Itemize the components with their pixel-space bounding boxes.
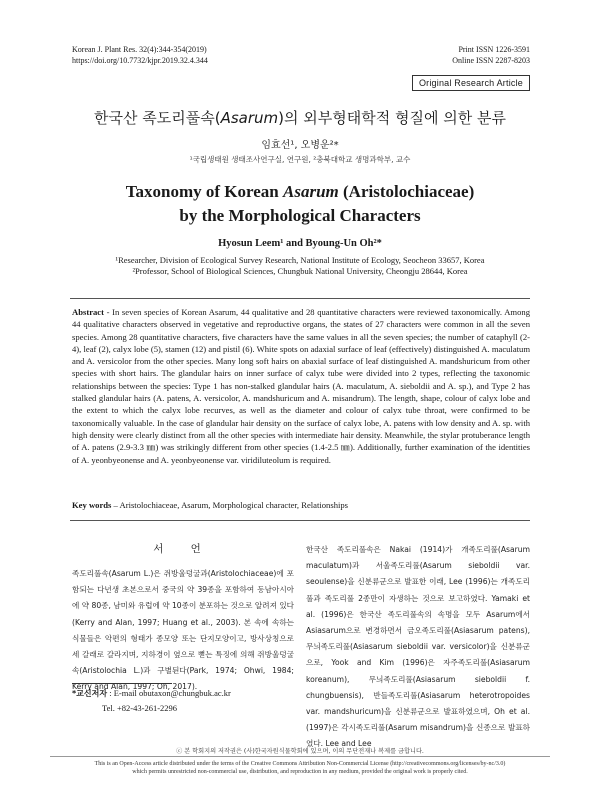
journal-citation: Korean J. Plant Res. 32(4):344-354(2019) bbox=[72, 45, 207, 54]
license-notice bbox=[50, 760, 550, 776]
korean-affiliations: ¹국립생태원 생태조사연구실, 연구원, ²충북대학교 생명과학부, 교수 bbox=[189, 155, 411, 164]
english-title bbox=[0, 180, 600, 228]
journal-header bbox=[72, 44, 208, 66]
keywords-text: – Aristolochiaceae, Asarum, Morphological character, Relationships bbox=[111, 500, 349, 510]
corresponding-email[interactable]: : E-mail obutaxon@chungbuk.ac.kr bbox=[107, 688, 231, 698]
korean-title-genus: Asarum bbox=[220, 109, 279, 127]
license-line-1: This is an Open-Access article distributed under the terms of the Creative Commons Attribution Non-Commercial License (http://creativecommons.org/licenses/by-nc/3.0) bbox=[94, 761, 506, 767]
affiliation-1: ¹Researcher, Division of Ecological Survey Research, National Institute of Ecology, Seocheon 33657, Korea bbox=[115, 255, 485, 265]
english-title-part: (Aristolochiaceae) bbox=[338, 182, 475, 201]
doi-link[interactable]: https://doi.org/10.7732/kjpr.2019.32.4.344 bbox=[72, 56, 208, 65]
abstract-text: - In seven species of Korean Asarum, 44 qualitative and 28 quantitative characters were reviewed taxonomically. Among 44 qualitative characters observed in vegetative and reproductive organs, the states of 27 characters were common in all the seven species. Among 28 quantitative characters, five characters have the same values in all the seven species; the number of cataphyll (2-4), leaf (2), calyx lobe (5), stamen (12) and pistil (6). White spots on adaxial surface of leaf (effectively) distinguished A. maculatum and A. versicolor from the other species. Many long soft hairs on abaxial surface of leaf distinguished A. mandshuricum from other species with short hairs. The glandular hairs on inner surface of calyx tube were divided into 2 types, reflecting the taxonomic relationships between the species: Type 1 has non-stalked glandular hairs (A. maculatum, A. sieboldii and A. sp.), and Type 2 has stalked glandular hairs (A. patens, A. versicolor, A. mandshuricum and A. misandrum). The length, shape, colour of calyx lobe and the extent to which the calyx lobe recurves, as well as the diameter and colour of calyx tube throat, were confirmed to be taxonomically valuable. In the case of glandular hair density on the surface of calyx lobe, A. patens with low density and A. sp. with high density were clearly distinct from all the other species with intermediate hair density. Meanwhile, the stylar protuberance length of A. patens (2.9-3.3 ㎜) was strikingly different from other species (1.4-2.5 ㎜). Additionally, further examination of the identities of A. yeonbyeonense and A. yeonbyeonense var. viridiluteolum is required. bbox=[72, 307, 530, 465]
korean-title-before: 한국산 족도리풀속( bbox=[94, 109, 221, 127]
keywords-bottom-rule bbox=[70, 520, 530, 521]
online-issn: Online ISSN 2287-8203 bbox=[452, 56, 530, 65]
english-authors: Hyosun Leem¹ and Byoung-Un Oh²* bbox=[218, 238, 382, 249]
article-type-badge: Original Research Article bbox=[412, 75, 530, 91]
corresponding-tel: Tel. +82-43-261-2296 bbox=[102, 703, 178, 713]
introduction-heading: 서 언 bbox=[153, 543, 213, 555]
affiliation-2: ²Professor, School of Biological Sciences, Chungbuk National University, Cheongju 28644, Korea bbox=[132, 266, 468, 276]
korean-authors: 임효선¹, 오병운²* bbox=[261, 140, 339, 151]
english-title-genus: Asarum bbox=[283, 182, 339, 201]
issn-block bbox=[452, 44, 530, 66]
corresponding-line bbox=[72, 686, 302, 701]
corresponding-author bbox=[72, 686, 302, 715]
korean-title-after: )의 외부형태학적 형질에 의한 분류 bbox=[278, 109, 506, 127]
footnote-rule bbox=[72, 683, 172, 684]
keywords-label: Key words bbox=[72, 500, 112, 510]
english-affiliations bbox=[72, 255, 528, 277]
copyright-notice: ⓒ 본 학회지의 저작권은 (사)한국자원식물학회에 있으며, 이의 무단전재나 복제를 금합니다. bbox=[176, 748, 424, 755]
abstract-top-rule bbox=[70, 298, 530, 299]
english-title-line2: by the Morphological Characters bbox=[179, 206, 421, 225]
footer-rule bbox=[50, 756, 550, 757]
abstract-label: Abstract bbox=[72, 307, 104, 317]
keywords bbox=[72, 500, 530, 510]
corresponding-label: *교신저자 bbox=[72, 689, 108, 698]
abstract bbox=[72, 306, 530, 466]
english-title-line1 bbox=[0, 180, 600, 204]
intro-right-column: 한국산 족도리풀속은 Nakai (1914)가 개족도리풀(Asarum maculatum)과 서울족도리풀(Asarum sieboldii var. seoulense)을 신분류군으로 발표한 이래, Lee (1996)는 개족도리풀과 족도리풀 2종만이 자생하는 것으로 보고하였다. Yamaki et al. (1996)은 한국산 족도리풀속의 속명을 모두 Asarum에서 Asiasarum으로 변경하면서 금오족도리풀(Asiasarum patens), 무늬족도리풀(Asiasarum sieboldii var. versicolor)을 신분류군으로, Yook and Kim (1996)은 자주족도리풀(Asiasarum koreanum), 무늬족도리풀(Asiasarum sieboldii f. chungbuensis), 반들족도리풀(Asiasarum heterotropoides var. mandshuricum)을 신분류군으로 발표하였으며, Oh et al. (1997)은 각시족도리풀(Asarum misandrum)을 신종으로 발표하였다. Lee and Lee bbox=[306, 545, 530, 749]
english-title-part: Taxonomy of Korean bbox=[125, 182, 284, 201]
intro-left-column: 족도리풀속(Asarum L.)은 쥐방울덩굴과(Aristolochiaceae)에 포함되는 다년생 초본으로서 중국의 약 39종을 포함하여 동남아시아에 약 80종, 남미와 유럽에 약 10종이 분포하는 것으로 알려져 있다(Kerry and Alan, 1997; Huang et al., 2003). 본 속에 속하는 식물들은 악편의 형태가 종모양 또는 단지모양이고, 방사상칭으로 세 갈래로 갈라지며, 지하경이 옆으로 뻗는 특징에 의해 쥐방울덩굴속(Aristolochia L.)과 구별된다(Park, 1974; Ohwi, 1984; Kerry and Alan, 1997; Oh, 2017). bbox=[72, 569, 294, 692]
korean-title bbox=[0, 107, 600, 128]
print-issn: Print ISSN 1226-3591 bbox=[458, 45, 530, 54]
license-line-2: which permits unrestricted non-commercial use, distribution, and reproduction in any medium, provided the original work is properly cited. bbox=[132, 769, 468, 775]
